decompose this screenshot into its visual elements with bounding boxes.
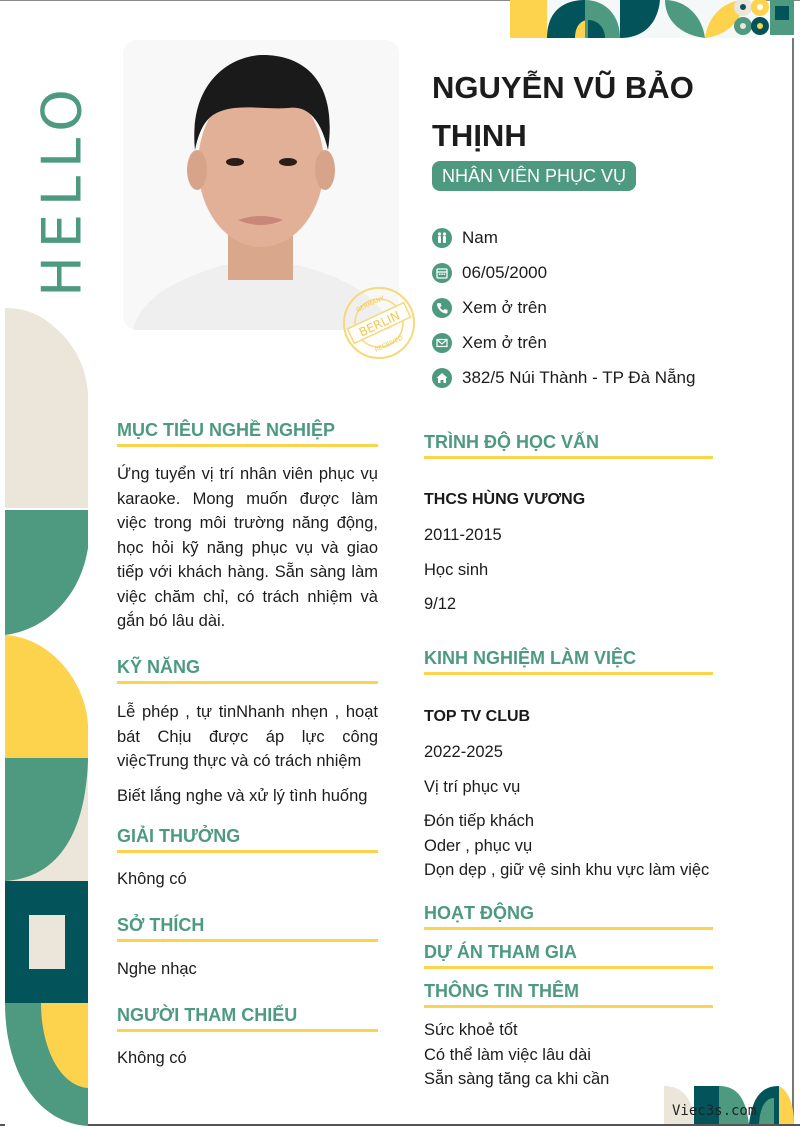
company-name: TOP TV CLUB [424, 708, 531, 725]
email-icon [432, 333, 452, 353]
info-item: Có thể làm việc lâu dài [424, 1045, 591, 1064]
duty-item: Đón tiếp khách [424, 812, 535, 830]
top-decorative-pattern [510, 0, 794, 38]
contact-birthdate: 06/05/2000 [432, 255, 695, 290]
section-additional-info [424, 981, 713, 1092]
duty-item: Oder , phục vụ [424, 836, 533, 855]
geometric-banner-icon [510, 0, 794, 38]
section-references [117, 1005, 378, 1071]
stamp-decoration [342, 286, 416, 360]
role-badge: NHÂN VIÊN PHỤC VỤ [432, 161, 636, 191]
geometric-pattern-icon [5, 308, 88, 1126]
page-border-right [792, 38, 794, 1124]
experience-position: Vị trí phục vụ [424, 777, 521, 796]
education-major: Học sinh [424, 560, 489, 579]
section-title: SỞ THÍCH [117, 915, 378, 942]
education-period: 2011-2015 [424, 526, 502, 544]
left-decorative-strip [5, 308, 88, 1126]
section-skills [117, 657, 378, 808]
contact-gender: Nam [432, 220, 695, 255]
info-item: Sức khoẻ tốt [424, 1021, 518, 1039]
candidate-name: NGUYỄN VŨ BẢO THỊNH [432, 70, 694, 153]
section-title: HOẠT ĐỘNG [424, 903, 713, 930]
section-hobbies [117, 915, 378, 982]
section-projects [424, 942, 713, 969]
section-title: GIẢI THƯỞNG [117, 826, 378, 853]
section-awards [117, 826, 378, 892]
skill-item: Biết lắng nghe và xử lý tình huống [117, 786, 368, 805]
contact-address: 382/5 Núi Thành - TP Đà Nẵng [432, 360, 695, 395]
education-grade: 9/12 [424, 595, 457, 613]
section-activities [424, 903, 713, 930]
info-item: Sẵn sàng tăng ca khi cần [424, 1070, 610, 1088]
section-title: DỰ ÁN THAM GIA [424, 942, 713, 969]
svg-text:GERMANY: GERMANY [355, 294, 386, 314]
section-career-objective [117, 420, 378, 634]
section-title: THÔNG TIN THÊM [424, 981, 713, 1008]
contact-email: Xem ở trên [432, 325, 695, 360]
contact-phone: Xem ở trên [432, 290, 695, 325]
duty-item: Dọn dẹp , giữ vệ sinh khu vực làm việc [424, 861, 710, 879]
hello-decoration: HELLO [30, 80, 94, 297]
section-experience [424, 648, 713, 883]
section-title: TRÌNH ĐỘ HỌC VẤN [424, 432, 713, 459]
hobbies-text: Nghe nhạc [117, 960, 197, 978]
references-text: Không có [117, 1049, 187, 1067]
section-title: KINH NGHIỆM LÀM VIỆC [424, 648, 713, 675]
skill-item: Lễ phép , tự tinNhanh nhẹn , hoạt bát Chịu được áp lực công việcTrung thực và có trách nhiệm [117, 703, 378, 770]
section-title: NGƯỜI THAM CHIẾU [117, 1005, 378, 1032]
svg-text:BERLIN: BERLIN [356, 308, 403, 340]
received-stamp-icon [342, 286, 416, 360]
phone-icon [432, 298, 452, 318]
awards-text: Không có [117, 870, 187, 888]
section-title: KỸ NĂNG [117, 657, 378, 684]
contact-list [432, 220, 695, 395]
experience-period: 2022-2025 [424, 743, 503, 761]
school-name: THCS HÙNG VƯƠNG [424, 491, 586, 508]
watermark: Viec3s.com [672, 1103, 757, 1119]
gender-icon [432, 228, 452, 248]
home-icon [432, 368, 452, 388]
section-title: MỤC TIÊU NGHỀ NGHIỆP [117, 420, 378, 447]
section-education [424, 432, 713, 617]
svg-text:RECEIVED: RECEIVED [373, 334, 405, 354]
objective-text: Ứng tuyển vị trí nhân viên phục vụ karaoke. Mong muốn được làm việc trong môi trường năng động, học hỏi kỹ năng phục vụ và giao tiếp với khách hàng. Sẵn sàng làm việc chăm chỉ, có trách nhiệm và gắn bó lâu dài. [117, 465, 378, 630]
calendar-icon [432, 263, 452, 283]
